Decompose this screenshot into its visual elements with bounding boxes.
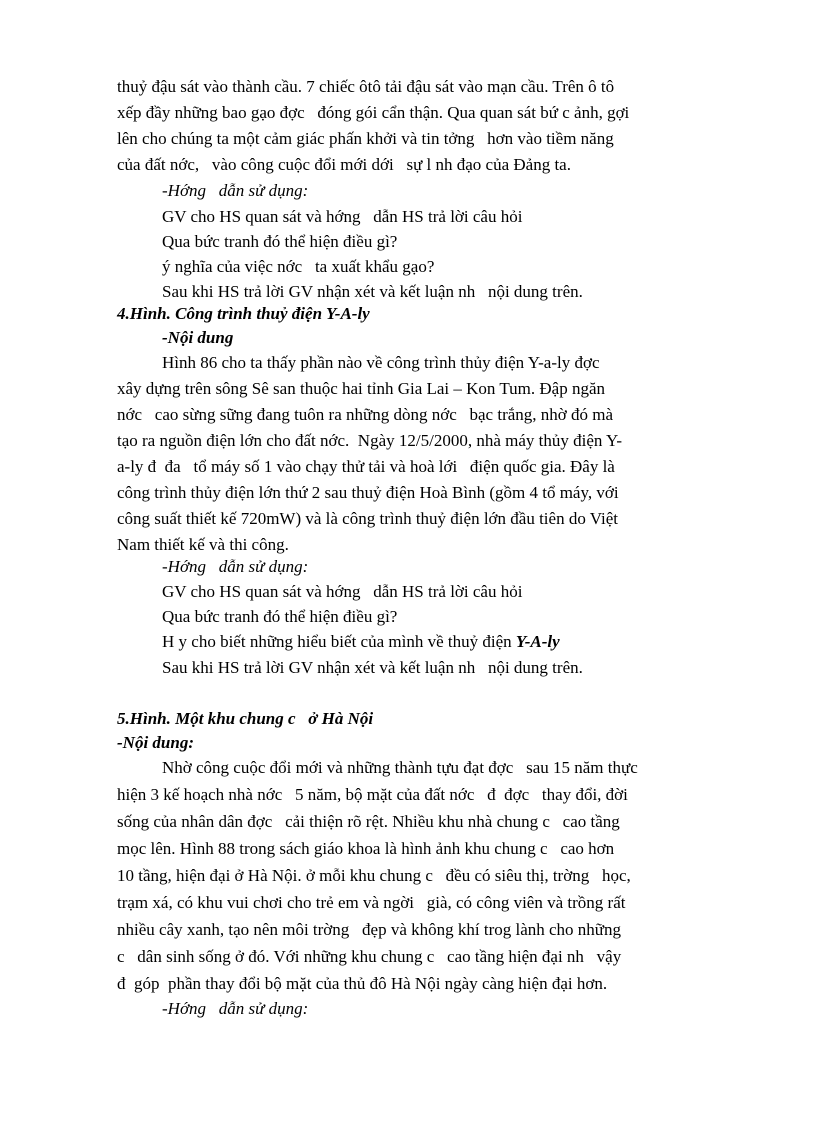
intro-line: của đất nớc, vào công cuộc đổi mới dới sự l nh đạo của Đảng ta. <box>117 155 571 174</box>
section-4-line: công suất thiết kế 720mW) và là công trình thuỷ điện lớn đầu tiên do Việt <box>117 509 619 528</box>
section-5-line: hiện 3 kế hoạch nhà nớc 5 năm, bộ mặt của đất nớc đ đợc thay đổi, đời <box>117 785 628 804</box>
guide-line: ý nghĩa của việc nớc ta xuất khẩu gạo? <box>162 257 435 276</box>
section-5-title: 5.Hình. Một khu chung c ở Hà Nội <box>117 709 374 728</box>
section-5-line: 10 tầng, hiện đại ở Hà Nội. ở mỗi khu chung c đều có siêu thị, trờng học, <box>117 866 631 885</box>
intro-line: thuỷ đậu sát vào thành cầu. 7 chiếc ôtô tải đậu sát vào mạn cầu. Trên ô tô <box>117 77 615 96</box>
section-4-line: nớc cao sừng sững đang tuôn ra những dòng nớc bạc trắng, nhờ đó mà <box>117 405 614 424</box>
section-5-guide-heading: -Hớng dẫn sử dụng: <box>162 999 309 1018</box>
section-4-guide-line: GV cho HS quan sát và hớng dẫn HS trả lời câu hỏi <box>162 582 523 601</box>
section-5-line: Nhờ công cuộc đổi mới và những thành tựu đạt đợc sau 15 năm thực <box>162 758 638 777</box>
section-5-line: sống của nhân dân đợc cải thiện rõ rệt. Nhiều khu nhà chung c cao tầng <box>117 812 620 831</box>
section-4-line: xây dựng trên sông Sê san thuộc hai tỉnh Gia Lai – Kon Tum. Đập ngăn <box>117 379 605 398</box>
section-4-guide-line: Qua bức tranh đó thể hiện điều gì? <box>162 607 398 626</box>
guide-line: Sau khi HS trả lời GV nhận xét và kết luận nh nội dung trên. <box>162 282 583 301</box>
section-4-line: tạo ra nguồn điện lớn cho đất nớc. Ngày 12/5/2000, nhà máy thủy điện Y- <box>117 431 623 450</box>
intro-line: lên cho chúng ta một cảm giác phấn khởi và tin tởng hơn vào tiềm năng <box>117 129 614 148</box>
section-4-guide-line: Sau khi HS trả lời GV nhận xét và kết luận nh nội dung trên. <box>162 658 583 677</box>
section-5-line: mọc lên. Hình 88 trong sách giáo khoa là hình ảnh khu chung c cao hơn <box>117 839 615 858</box>
section-4-line: Hình 86 cho ta thấy phần nào về công trình thủy điện Y-a-ly đợc <box>162 353 600 372</box>
section-4-line: a-ly đ đa tổ máy số 1 vào chạy thử tải và hoà lới điện quốc gia. Đây là <box>117 457 615 476</box>
section-5-line: đ góp phần thay đổi bộ mặt của thủ đô Hà Nội ngày càng hiện đại hơn. <box>117 974 608 993</box>
guide-line: GV cho HS quan sát và hớng dẫn HS trả lời câu hỏi <box>162 207 523 226</box>
section-5-line: c dân sinh sống ở đó. Với những khu chung c cao tầng hiện đại nh vậy <box>117 947 622 966</box>
section-4-line: công trình thủy điện lớn thứ 2 sau thuỷ điện Hoà Bình (gồm 4 tổ máy, với <box>117 483 619 502</box>
section-5-line: nhiều cây xanh, tạo nên môi trờng đẹp và không khí trog lành cho những <box>117 920 622 939</box>
section-4-guide-heading: -Hớng dẫn sử dụng: <box>162 557 309 576</box>
section-4-guide-text: H y cho biết những hiểu biết của mình về thuỷ điện <box>162 632 516 651</box>
section-4-title: 4.Hình. Công trình thuỷ điện Y-A-ly <box>117 304 370 323</box>
section-4-line: Nam thiết kế và thi công. <box>117 535 289 554</box>
section-5-line: trạm xá, có khu vui chơi cho trẻ em và ngời già, có công viên và trồng rất <box>117 893 626 912</box>
yaly-emphasis: Y-A-ly <box>515 632 560 651</box>
intro-line: xếp đầy những bao gạo đợc đóng gói cẩn thận. Qua quan sát bứ c ảnh, gợi <box>117 103 630 122</box>
guide-line: Qua bức tranh đó thể hiện điều gì? <box>162 232 398 251</box>
guide-heading: -Hớng dẫn sử dụng: <box>162 181 309 200</box>
section-4-content-heading: -Nội dung <box>162 328 234 347</box>
section-4-guide-line <box>162 632 560 652</box>
section-5-content-heading: -Nội dung: <box>117 733 194 752</box>
